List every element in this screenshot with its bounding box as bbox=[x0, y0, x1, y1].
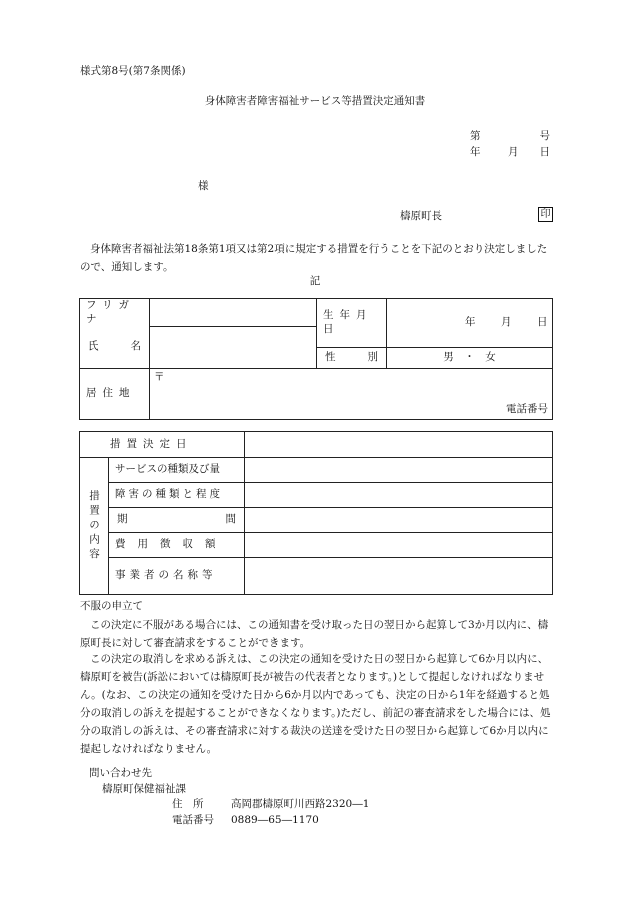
issuer-name: 檮原町長 bbox=[400, 210, 442, 222]
row-label-period: 期 間 bbox=[109, 508, 245, 533]
birth-year: 年 bbox=[465, 315, 476, 328]
row-field-fee[interactable] bbox=[245, 533, 553, 558]
decision-date-label: 措置決定日 bbox=[80, 432, 245, 458]
birthdate-label: 生年月日 bbox=[317, 299, 387, 348]
sex-options[interactable]: 男 ・ 女 bbox=[387, 347, 553, 368]
measure-table bbox=[79, 431, 553, 595]
appeal-paragraph-2: この決定の取消しを求める訴えは、この決定の通知を受けた日の翌日から起算して6か月以内に、檮原町を被告(訴訟においては檮原町長が被告の代表者となります。)として提起しなければなりません。(なお、この決定の通知を受けた日から6か月以内であっても、決定の日から1年を経過すると処分の取消しの訴えを提起することができなくなります。)ただし、前記の審査請求をした場合には、処分の取消しの訴えは、その審査請求に対する裁決の送達を受けた日の翌日から起算して6か月以内に提起しなければなりません。 bbox=[80, 653, 551, 755]
row-field-period[interactable] bbox=[245, 508, 553, 533]
ki-marker: 記 bbox=[309, 275, 321, 287]
document-title: 身体障害者障害福祉サービス等措置決定通知書 bbox=[204, 95, 426, 107]
person-info-table bbox=[79, 298, 553, 420]
name-label: 氏 名 bbox=[80, 326, 150, 368]
decision-date-field[interactable] bbox=[245, 432, 553, 458]
address-field[interactable] bbox=[150, 368, 553, 419]
name-field[interactable] bbox=[150, 326, 317, 368]
notice-paragraph: 身体障害者福祉法第18条第1項又は第2項に規定する措置を行うことを下記のとおり決定しましたので、通知します。 bbox=[80, 243, 548, 273]
phone-label: 電話番号 bbox=[506, 403, 548, 416]
row-label-provider: 事業者の名称等 bbox=[109, 558, 245, 595]
appeal-heading: 不服の申立て bbox=[80, 600, 143, 612]
address-label: 居住地 bbox=[80, 368, 150, 419]
furigana-label: フリガナ bbox=[80, 299, 150, 327]
document-date bbox=[470, 146, 550, 160]
contact-department: 檮原町保健福祉課 bbox=[102, 783, 186, 795]
row-label-service: サービスの種類及び量 bbox=[109, 458, 245, 483]
seal-box: 印 bbox=[538, 207, 553, 222]
date-day: 日 bbox=[539, 146, 550, 158]
row-label-fee: 費用徴収額 bbox=[109, 533, 245, 558]
row-field-provider[interactable] bbox=[245, 558, 553, 595]
document-number bbox=[470, 130, 550, 144]
form-number-label: 様式第8号(第7条関係) bbox=[80, 65, 186, 77]
content-label: 措置の内容 bbox=[80, 458, 109, 595]
contact-address: 高岡郡檮原町川西路2320―1 bbox=[231, 798, 370, 810]
row-label-disability: 障害の種類と程度 bbox=[109, 483, 245, 508]
birth-day: 日 bbox=[537, 315, 548, 328]
sex-label: 性 別 bbox=[317, 347, 387, 368]
appeal-paragraph-1: この決定に不服がある場合には、この通知書を受け取った日の翌日から起算して3か月以内に、檮原町長に対して審査請求をすることができます。 bbox=[80, 619, 549, 649]
date-month: 月 bbox=[508, 146, 519, 158]
addressee-suffix: 様 bbox=[198, 180, 209, 192]
contact-heading: 問い合わせ先 bbox=[89, 767, 152, 779]
birthdate-field[interactable] bbox=[387, 299, 553, 348]
postal-mark: 〒 bbox=[154, 370, 165, 383]
row-field-disability[interactable] bbox=[245, 483, 553, 508]
date-year: 年 bbox=[470, 146, 481, 158]
contact-address-label: 住 所 bbox=[172, 798, 204, 810]
contact-phone: 0889―65―1170 bbox=[231, 814, 319, 826]
number-suffix: 号 bbox=[539, 130, 550, 142]
contact-phone-label: 電話番号 bbox=[172, 814, 214, 826]
row-field-service[interactable] bbox=[245, 458, 553, 483]
furigana-field[interactable] bbox=[150, 299, 317, 327]
birth-month: 月 bbox=[501, 315, 512, 328]
number-prefix: 第 bbox=[470, 130, 481, 142]
